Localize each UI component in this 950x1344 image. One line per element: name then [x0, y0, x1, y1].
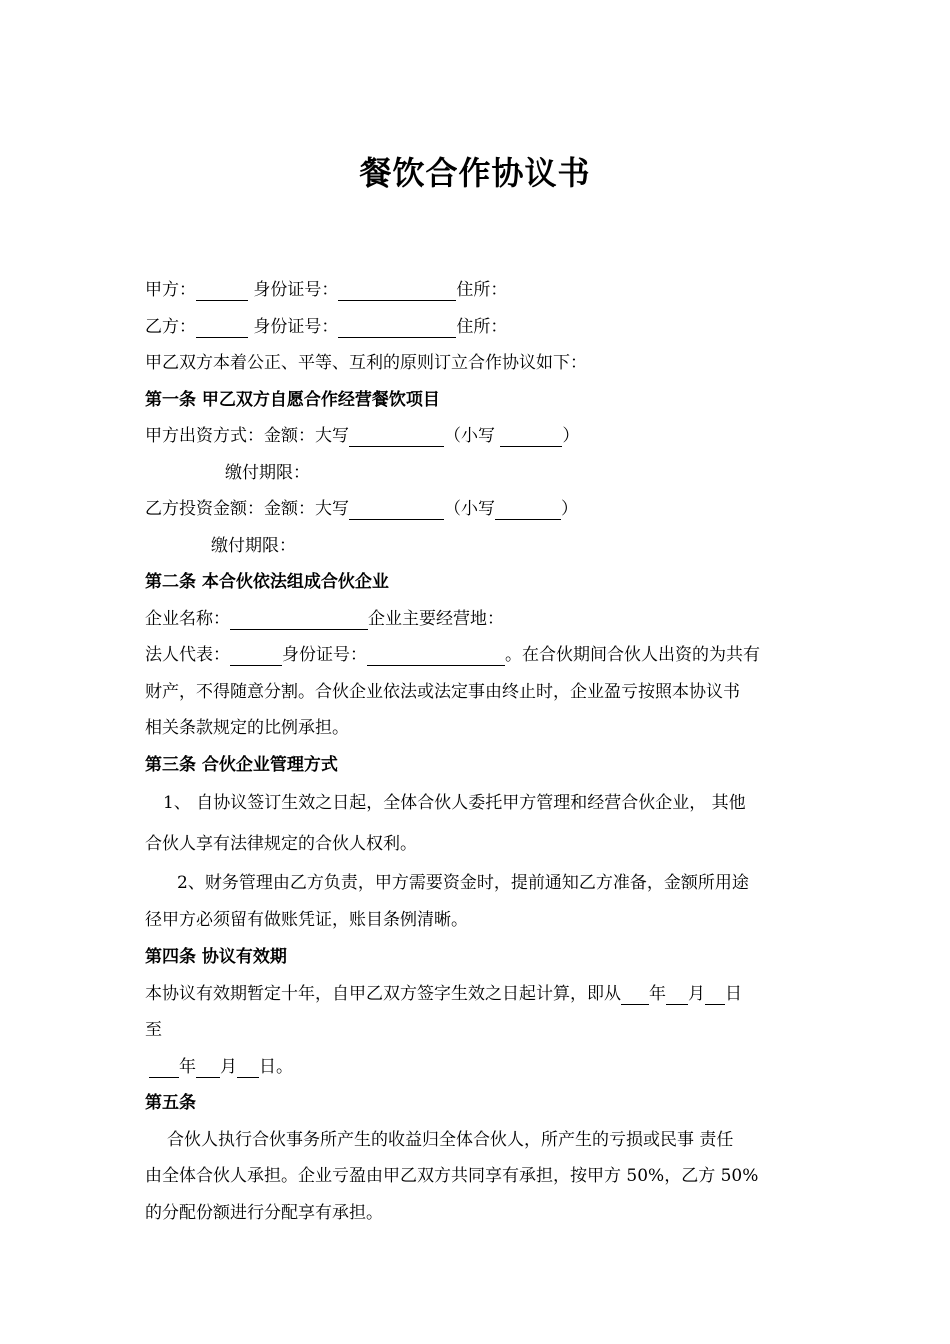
article5-line3: 的分配份额进行分配享有承担。: [145, 1202, 383, 1223]
article4-heading: 第四条 协议有效期: [145, 947, 287, 967]
party-a-id-blank[interactable]: [338, 278, 456, 301]
article2-heading: 第二条 本合伙依法组成合伙企业: [145, 572, 389, 592]
article3-item1-line1: 1、 自协议签订生效之日起，全体合伙人委托甲方管理和经营合伙企业， 其他: [163, 793, 746, 813]
b-invest-label: 乙方投资金额：金额：大写: [145, 499, 349, 519]
article2-line3: 相关条款规定的比例承担。: [145, 718, 349, 738]
end-day-label: 日。: [259, 1056, 293, 1077]
party-a-line: [145, 272, 807, 309]
end-year-label: 年: [179, 1056, 196, 1077]
article2-line2: 财产，不得随意分割。合伙企业依法或法定事由终止时，企业盈亏按照本协议书: [145, 681, 740, 702]
article5-heading: 第五条: [145, 1093, 196, 1113]
party-b-name-blank[interactable]: [196, 315, 248, 338]
enterprise-name-label: 企业名称：: [145, 608, 230, 629]
legal-rep-label: 法人代表：: [145, 645, 230, 665]
b-invest-small-open: （小写: [444, 499, 495, 519]
party-a-address-label: 住所：: [456, 280, 508, 300]
article4-line1: [145, 976, 807, 1013]
a-invest-small-close: ）: [562, 426, 580, 446]
legal-rep-line: [145, 637, 807, 674]
start-year-label: 年: [649, 983, 666, 1004]
start-day-label: 日: [725, 983, 742, 1004]
article1-heading: 第一条 甲乙双方自愿合作经营餐饮项目: [145, 389, 440, 410]
article4-end-line: [145, 1049, 807, 1086]
a-invest-small-blank[interactable]: [500, 424, 562, 447]
b-invest-small-close: ）: [561, 499, 578, 519]
party-b-id-blank[interactable]: [338, 315, 456, 338]
article2-line1-tail: 。在合伙期间合伙人出资的为共有: [505, 645, 760, 665]
party-b-id-label: 身份证号：: [253, 316, 339, 337]
start-month-blank[interactable]: [666, 982, 688, 1005]
end-year-blank[interactable]: [149, 1055, 179, 1078]
article3-item2-line2: 径甲方必须留有做账凭证，账目条例清晰。: [145, 910, 468, 930]
document-body: [145, 272, 807, 1231]
start-month-label: 月: [688, 983, 705, 1004]
article1-b-invest-line: [145, 491, 807, 528]
a-invest-small-open: （小写: [444, 426, 501, 446]
b-invest-small-blank[interactable]: [495, 497, 561, 520]
b-payment-term: 缴付期限：: [211, 535, 296, 556]
enterprise-name-line: [145, 601, 807, 638]
enterprise-place-label: 企业主要经营地：: [368, 608, 504, 629]
a-invest-capital-blank[interactable]: [349, 424, 444, 447]
article5-line1: 合伙人执行合伙事务所产生的收益归全体合伙人，所产生的亏损或民事 责任: [167, 1129, 734, 1150]
article5-line2: 由全体合伙人承担。企业亏盈由甲乙双方共同享有承担，按甲方 50%，乙方 50%: [145, 1166, 759, 1186]
article4-to: 至: [145, 1020, 162, 1040]
article3-item1-line2: 合伙人享有法律规定的合伙人权利。: [145, 834, 417, 854]
party-b-address-label: 住所：: [456, 316, 508, 337]
party-b-line: [145, 309, 807, 346]
intro-line: 甲乙双方本着公正、平等、互利的原则订立合作协议如下：: [145, 353, 587, 373]
legal-rep-id-blank[interactable]: [367, 643, 505, 666]
start-day-blank[interactable]: [705, 982, 725, 1005]
legal-rep-id-label: 身份证号：: [282, 645, 367, 665]
article3-heading: 第三条 合伙企业管理方式: [145, 754, 338, 775]
end-month-blank[interactable]: [196, 1055, 220, 1078]
legal-rep-blank[interactable]: [230, 643, 282, 666]
party-a-label: 甲方：: [145, 280, 196, 300]
party-a-id-label: 身份证号：: [253, 280, 339, 300]
document-title: 餐饮合作协议书: [359, 154, 591, 192]
article1-a-invest-line: [145, 418, 807, 455]
start-year-blank[interactable]: [621, 982, 649, 1005]
end-day-blank[interactable]: [237, 1055, 259, 1078]
party-b-label: 乙方：: [145, 316, 196, 337]
a-payment-term: 缴付期限：: [225, 462, 310, 483]
party-a-name-blank[interactable]: [196, 278, 248, 301]
article3-item2-line1: 2、财务管理由乙方负责，甲方需要资金时，提前通知乙方准备，金额所用途: [177, 873, 749, 893]
end-month-label: 月: [220, 1056, 237, 1077]
b-invest-capital-blank[interactable]: [349, 497, 444, 520]
enterprise-name-blank[interactable]: [230, 607, 368, 630]
a-invest-label: 甲方出资方式：金额：大写: [145, 426, 349, 446]
article4-line1-text: 本协议有效期暂定十年，自甲乙双方签字生效之日起计算，即从: [145, 983, 621, 1004]
